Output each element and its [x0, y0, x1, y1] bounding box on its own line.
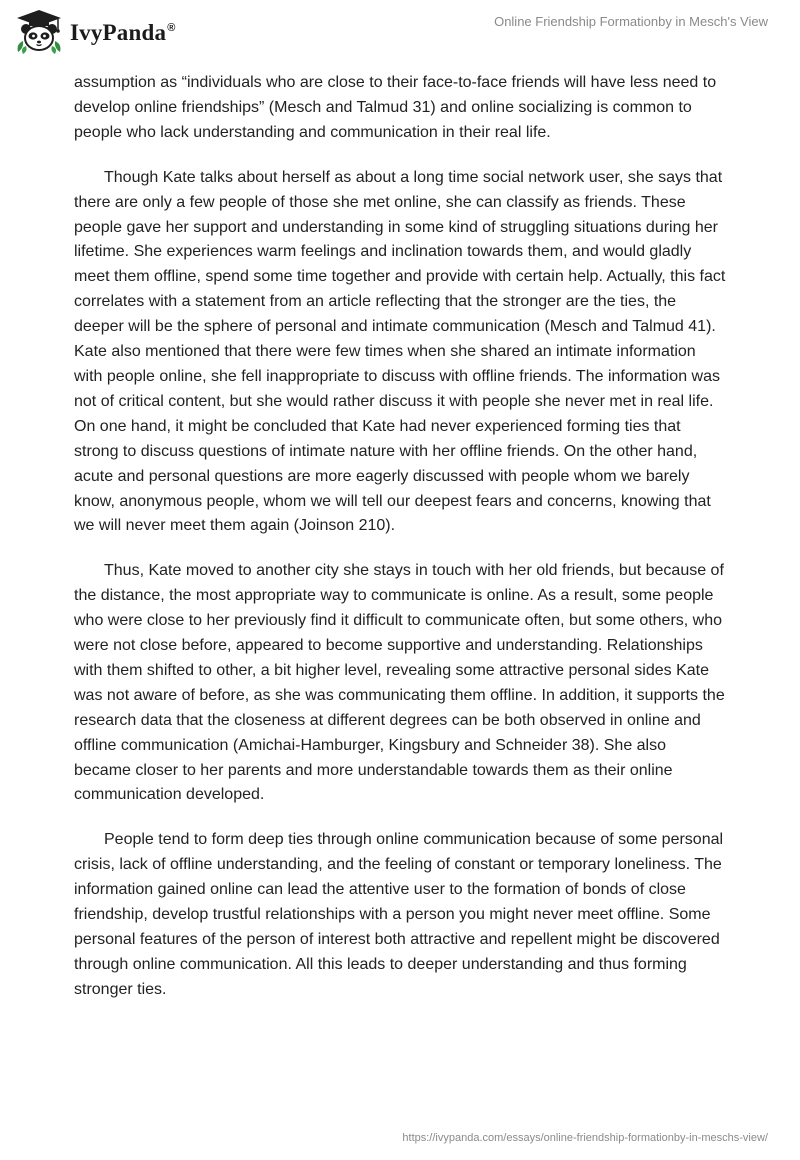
essay-body — [74, 71, 726, 1023]
panda-graduate-icon — [14, 8, 64, 56]
paragraph: Though Kate talks about herself as about a long time social network user, she says that there are only a few people of those she met online, she can classify as friends. These people gave her support and understanding in some kind of struggling situations during her lifetime. She experiences warm feelings and inclination towards them, and would gladly meet them offline, spend some time together and provide with certain help. Actually, this fact correlates with a statement from an article reflecting that the stronger are the ties, the deeper will be the sphere of personal and intimate communication (Mesch and Talmud 41). Kate also mentioned that there were few times when she shared an intimate information with people online, she fell inappropriate to discuss with offline friends. The information was not of critical content, but she would rather discuss it with people she never met in real life. On one hand, it might be concluded that Kate had never experienced forming ties that strong to discuss questions of intimate nature with her offline friends. On the other hand, acute and personal questions are more eagerly discussed with people whom we barely know, anonymous people, whom we will tell our deepest fears and concerns, knowing that we will never meet them again (Joinson 210). — [74, 168, 726, 535]
running-title: Online Friendship Formationby in Mesch's View — [494, 14, 768, 29]
paragraph: People tend to form deep ties through online communication because of some personal crisis, lack of offline understanding, and the feeling of constant or temporary loneliness. The information gained online can lead the attentive user to the formation of bonds of close friendship, develop trustful relationships with a person you might never meet offline. Some personal features of the person of interest both attractive and repellent might be discovered through online communication. All this leads to deeper understanding and thus forming stronger ties. — [74, 831, 724, 998]
logo-wordmark: IvyPanda® — [70, 20, 176, 45]
paragraph: assumption as “individuals who are close to their face-to-face friends will have less need to develop online friendships” (Mesch and Talmud 31) and online socializing is common to people who lack understanding and communication in their real life. — [74, 74, 717, 141]
page-header — [0, 0, 800, 62]
registered-mark: ® — [167, 22, 176, 35]
paragraph: Thus, Kate moved to another city she stays in touch with her old friends, but because of the distance, the most appropriate way to communicate is online. As a result, some people who were close to her previously find it difficult to communicate often, but some others, who were not close before, appeared to become supportive and understanding. Relationships with them shifted to other, a bit higher level, revealing some attractive personal sides Kate was not aware of before, as she was communicating them offline. In addition, it supports the research data that the closeness at different degrees can be both observed in online and offline communication (Amichai-Hamburger, Kingsbury and Schneider 38). She also became closer to her parents and more understandable towards them as their online communication developed. — [74, 562, 725, 804]
ivypanda-logo[interactable] — [14, 8, 176, 56]
source-url[interactable]: https://ivypanda.com/essays/online-friendship-formationby-in-meschs-view/ — [402, 1132, 768, 1144]
